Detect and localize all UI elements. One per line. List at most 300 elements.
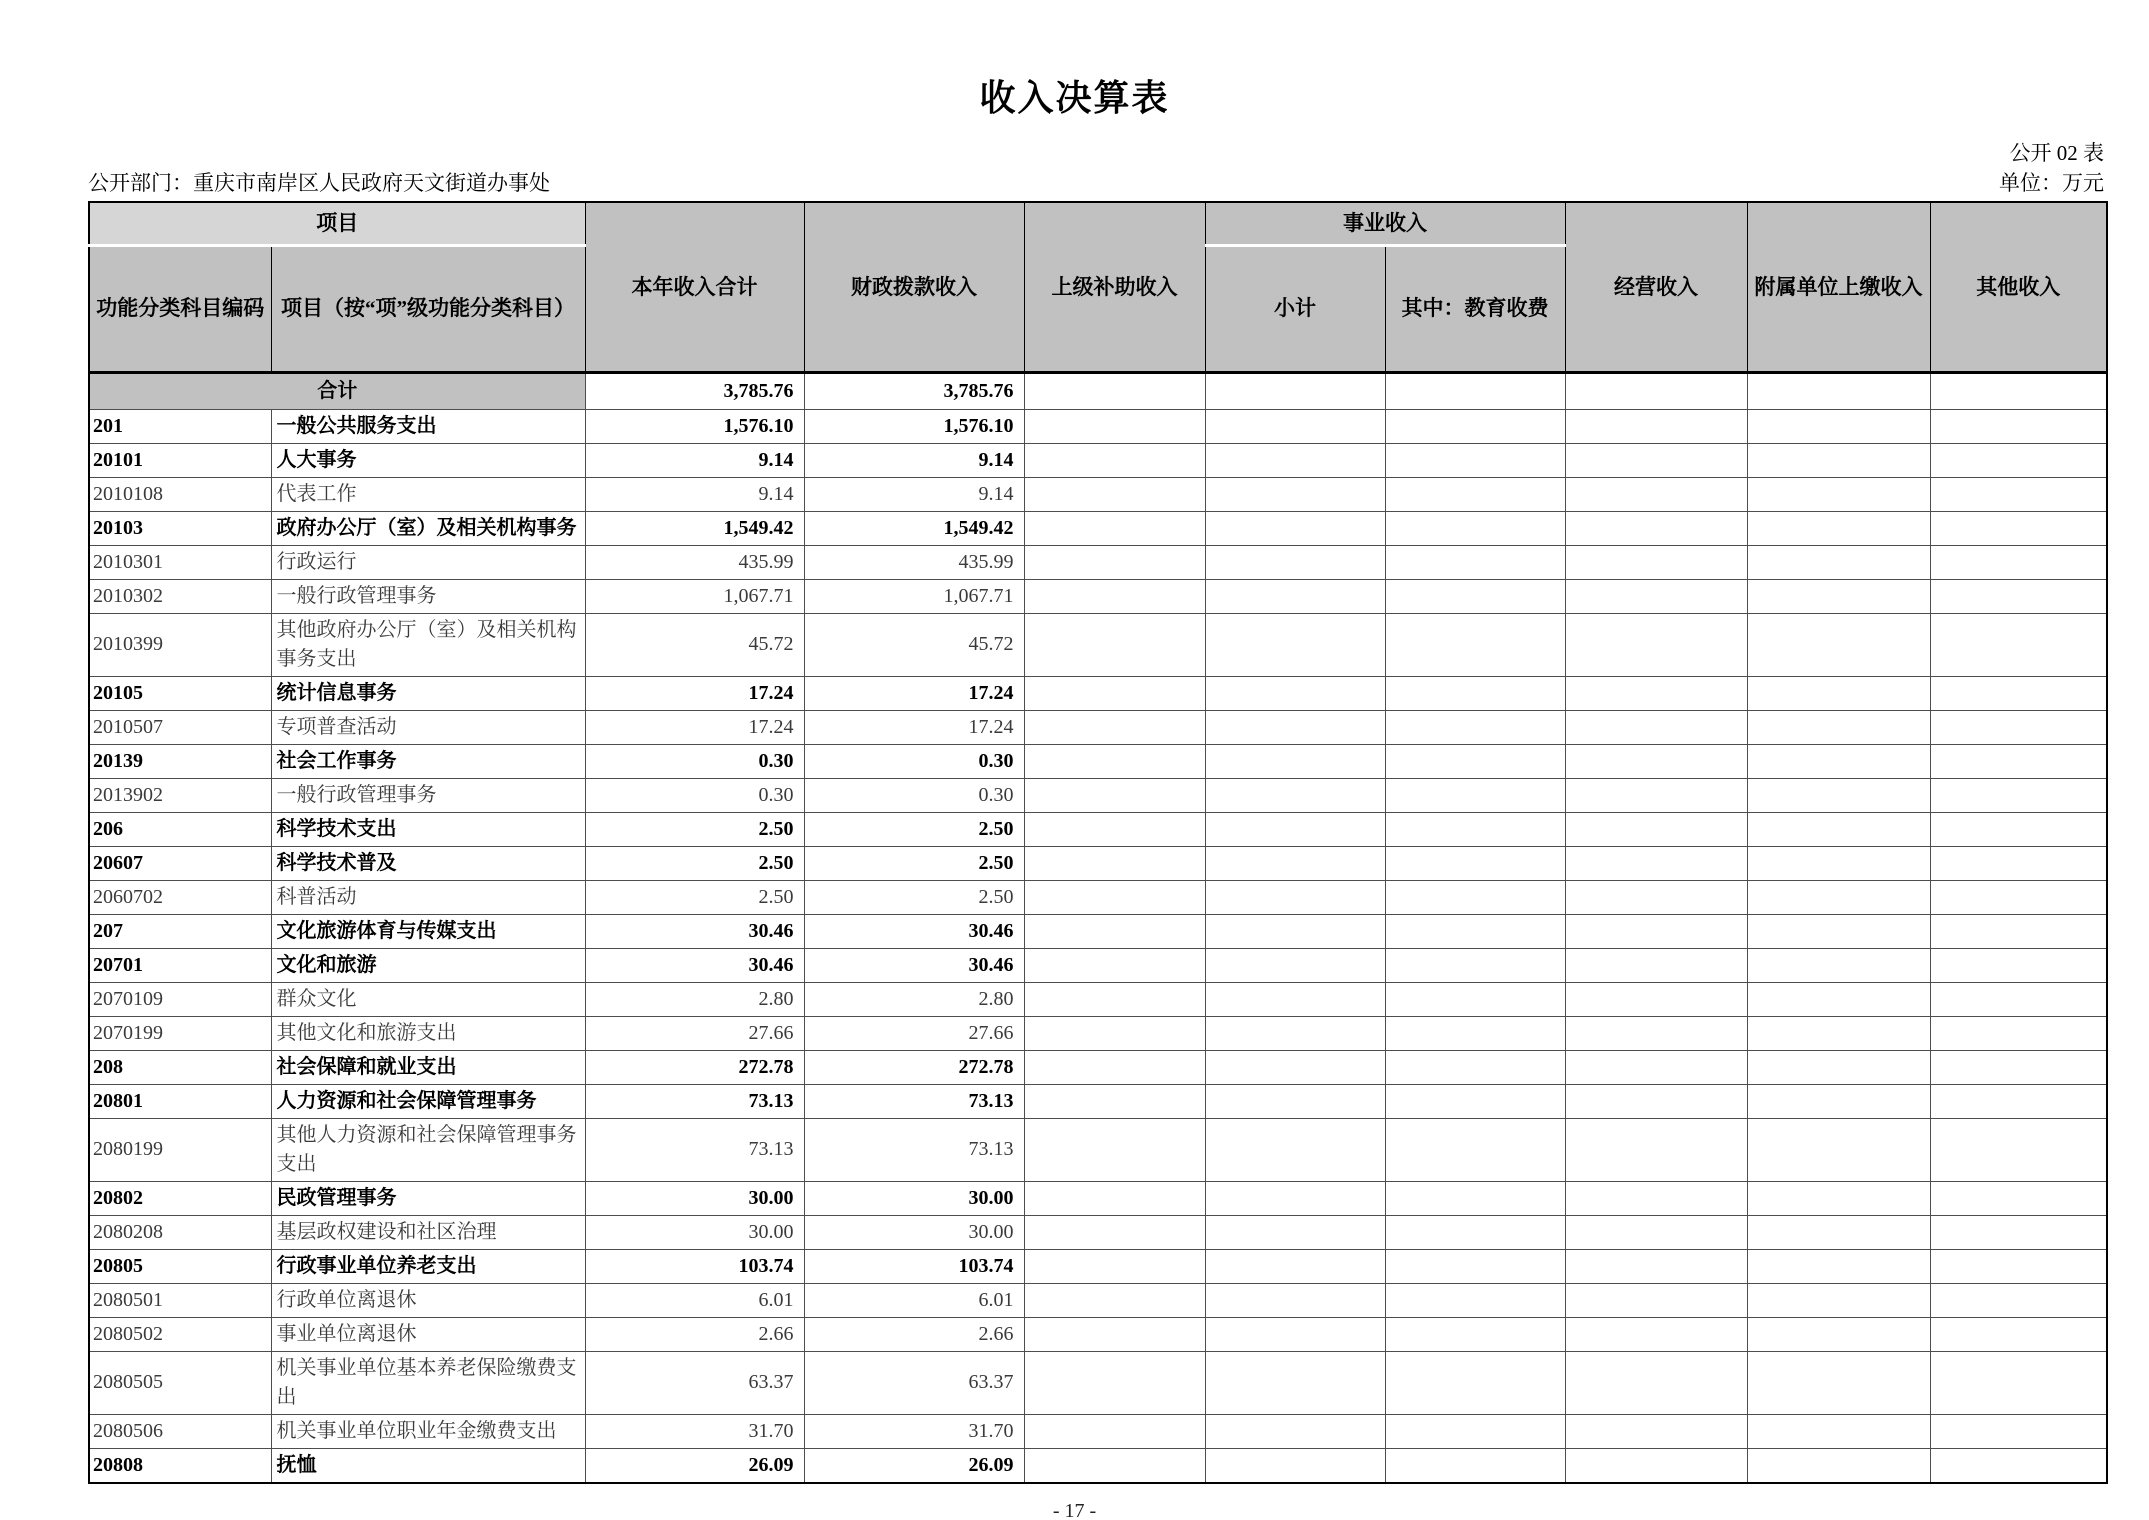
- row-operating: [1565, 1317, 1747, 1351]
- row-business-subtotal: [1205, 1448, 1385, 1483]
- header-affiliated: 附属单位上缴收入: [1747, 202, 1930, 372]
- row-business-education: [1385, 477, 1565, 511]
- row-total: 0.30: [585, 744, 804, 778]
- table-row: [89, 1283, 2107, 1317]
- table-row: [89, 778, 2107, 812]
- row-business-education: [1385, 1050, 1565, 1084]
- row-affiliated: [1747, 982, 1930, 1016]
- row-other: [1930, 1283, 2107, 1317]
- row-operating: [1565, 1283, 1747, 1317]
- unit-label: 单位：万元: [1999, 171, 2104, 195]
- row-superior: [1024, 914, 1205, 948]
- table-row: [89, 1084, 2107, 1118]
- row-operating: [1565, 1050, 1747, 1084]
- row-affiliated: [1747, 676, 1930, 710]
- row-total: 9.14: [585, 477, 804, 511]
- row-total: 27.66: [585, 1016, 804, 1050]
- row-fiscal: 30.46: [804, 914, 1024, 948]
- row-item: 基层政权建设和社区治理: [271, 1215, 585, 1249]
- row-fiscal: 17.24: [804, 710, 1024, 744]
- row-operating: [1565, 477, 1747, 511]
- row-item: 行政运行: [271, 545, 585, 579]
- row-item: 社会工作事务: [271, 744, 585, 778]
- row-business-subtotal: [1205, 846, 1385, 880]
- row-business-subtotal: [1205, 1084, 1385, 1118]
- row-business-education: [1385, 409, 1565, 443]
- row-operating: [1565, 744, 1747, 778]
- header-fiscal: 财政拨款收入: [804, 202, 1024, 372]
- header-business-group: 事业收入: [1205, 202, 1565, 245]
- row-fiscal: 1,549.42: [804, 511, 1024, 545]
- row-total: 9.14: [585, 443, 804, 477]
- row-item: 一般行政管理事务: [271, 778, 585, 812]
- row-item: 事业单位离退休: [271, 1317, 585, 1351]
- row-affiliated: [1747, 846, 1930, 880]
- row-item: 政府办公厅（室）及相关机构事务: [271, 511, 585, 545]
- row-code: 2010302: [89, 579, 271, 613]
- summary-label: 合计: [89, 372, 585, 409]
- row-item: 科学技术支出: [271, 812, 585, 846]
- row-business-subtotal: [1205, 778, 1385, 812]
- row-affiliated: [1747, 1084, 1930, 1118]
- row-item: 人大事务: [271, 443, 585, 477]
- row-business-subtotal: [1205, 409, 1385, 443]
- row-code: 2070199: [89, 1016, 271, 1050]
- table-row: [89, 982, 2107, 1016]
- row-code: 20805: [89, 1249, 271, 1283]
- row-fiscal: 2.50: [804, 846, 1024, 880]
- row-code: 2010301: [89, 545, 271, 579]
- row-other: [1930, 744, 2107, 778]
- row-item: 其他人力资源和社会保障管理事务支出: [271, 1118, 585, 1181]
- row-item: 民政管理事务: [271, 1181, 585, 1215]
- table-row: [89, 409, 2107, 443]
- row-code: 20103: [89, 511, 271, 545]
- header-operating: 经营收入: [1565, 202, 1747, 372]
- row-code: 2060702: [89, 880, 271, 914]
- row-total: 0.30: [585, 778, 804, 812]
- row-superior: [1024, 1118, 1205, 1181]
- row-item: 群众文化: [271, 982, 585, 1016]
- row-business-education: [1385, 982, 1565, 1016]
- row-code: 20607: [89, 846, 271, 880]
- row-other: [1930, 914, 2107, 948]
- row-item: 科普活动: [271, 880, 585, 914]
- row-total: 30.00: [585, 1215, 804, 1249]
- row-operating: [1565, 1414, 1747, 1448]
- row-fiscal: 27.66: [804, 1016, 1024, 1050]
- row-business-subtotal: [1205, 914, 1385, 948]
- row-fiscal: 30.00: [804, 1215, 1024, 1249]
- row-affiliated: [1747, 1351, 1930, 1414]
- row-item: 文化和旅游: [271, 948, 585, 982]
- row-affiliated: [1747, 812, 1930, 846]
- row-total: 2.66: [585, 1317, 804, 1351]
- row-other: [1930, 1351, 2107, 1414]
- table-row: [89, 1215, 2107, 1249]
- row-item: 行政事业单位养老支出: [271, 1249, 585, 1283]
- table-row: [89, 1351, 2107, 1414]
- row-total: 17.24: [585, 676, 804, 710]
- row-operating: [1565, 511, 1747, 545]
- table-row: [89, 1249, 2107, 1283]
- row-superior: [1024, 1249, 1205, 1283]
- row-other: [1930, 1084, 2107, 1118]
- table-row: [89, 443, 2107, 477]
- header-item: 项目（按“项”级功能分类科目）: [271, 245, 585, 372]
- row-total: 2.50: [585, 812, 804, 846]
- row-fiscal: 103.74: [804, 1249, 1024, 1283]
- row-other: [1930, 1016, 2107, 1050]
- row-superior: [1024, 778, 1205, 812]
- row-business-education: [1385, 778, 1565, 812]
- row-total: 2.80: [585, 982, 804, 1016]
- row-code: 2010108: [89, 477, 271, 511]
- table-row: [89, 511, 2107, 545]
- header-item-group: 项目: [89, 202, 585, 245]
- row-superior: [1024, 1084, 1205, 1118]
- row-total: 31.70: [585, 1414, 804, 1448]
- row-business-subtotal: [1205, 1317, 1385, 1351]
- row-other: [1930, 613, 2107, 676]
- table-body: [89, 372, 2107, 1483]
- row-business-education: [1385, 1249, 1565, 1283]
- row-business-education: [1385, 1181, 1565, 1215]
- row-affiliated: [1747, 1050, 1930, 1084]
- table-row: [89, 1317, 2107, 1351]
- row-affiliated: [1747, 1283, 1930, 1317]
- row-affiliated: [1747, 545, 1930, 579]
- row-superior: [1024, 545, 1205, 579]
- row-total: 73.13: [585, 1084, 804, 1118]
- row-total: 2.50: [585, 880, 804, 914]
- row-business-education: [1385, 846, 1565, 880]
- row-code: 206: [89, 812, 271, 846]
- summary-business-education: [1385, 372, 1565, 409]
- row-code: 207: [89, 914, 271, 948]
- row-fiscal: 30.46: [804, 948, 1024, 982]
- row-superior: [1024, 812, 1205, 846]
- table-row: [89, 914, 2107, 948]
- row-business-education: [1385, 948, 1565, 982]
- row-code: 2080501: [89, 1283, 271, 1317]
- row-superior: [1024, 511, 1205, 545]
- row-item: 行政单位离退休: [271, 1283, 585, 1317]
- row-code: 2080506: [89, 1414, 271, 1448]
- row-operating: [1565, 1118, 1747, 1181]
- row-total: 1,576.10: [585, 409, 804, 443]
- row-operating: [1565, 1181, 1747, 1215]
- row-affiliated: [1747, 778, 1930, 812]
- row-superior: [1024, 409, 1205, 443]
- row-total: 26.09: [585, 1448, 804, 1483]
- row-business-subtotal: [1205, 812, 1385, 846]
- row-other: [1930, 1448, 2107, 1483]
- row-other: [1930, 1414, 2107, 1448]
- row-business-subtotal: [1205, 1050, 1385, 1084]
- row-business-subtotal: [1205, 579, 1385, 613]
- row-fiscal: 73.13: [804, 1084, 1024, 1118]
- row-business-education: [1385, 511, 1565, 545]
- row-superior: [1024, 1050, 1205, 1084]
- row-operating: [1565, 710, 1747, 744]
- row-code: 20139: [89, 744, 271, 778]
- row-code: 201: [89, 409, 271, 443]
- row-business-education: [1385, 1118, 1565, 1181]
- row-fiscal: 45.72: [804, 613, 1024, 676]
- row-other: [1930, 1181, 2107, 1215]
- row-affiliated: [1747, 1448, 1930, 1483]
- row-business-education: [1385, 579, 1565, 613]
- row-operating: [1565, 914, 1747, 948]
- row-code: 20101: [89, 443, 271, 477]
- row-business-education: [1385, 1317, 1565, 1351]
- row-superior: [1024, 1448, 1205, 1483]
- summary-affiliated: [1747, 372, 1930, 409]
- row-affiliated: [1747, 914, 1930, 948]
- row-fiscal: 6.01: [804, 1283, 1024, 1317]
- row-business-subtotal: [1205, 1414, 1385, 1448]
- row-superior: [1024, 846, 1205, 880]
- table-row: [89, 676, 2107, 710]
- row-item: 其他政府办公厅（室）及相关机构事务支出: [271, 613, 585, 676]
- row-business-subtotal: [1205, 1118, 1385, 1181]
- row-business-subtotal: [1205, 613, 1385, 676]
- row-code: 2080208: [89, 1215, 271, 1249]
- row-other: [1930, 710, 2107, 744]
- row-item: 社会保障和就业支出: [271, 1050, 585, 1084]
- table-row: [89, 1118, 2107, 1181]
- page-number: - 17 -: [1052, 1499, 1097, 1520]
- table-row: [89, 710, 2107, 744]
- row-business-subtotal: [1205, 1215, 1385, 1249]
- row-total: 30.46: [585, 914, 804, 948]
- row-superior: [1024, 443, 1205, 477]
- department-label: 公开部门：重庆市南岸区人民政府天文街道办事处: [88, 171, 550, 195]
- row-item: 一般行政管理事务: [271, 579, 585, 613]
- row-operating: [1565, 880, 1747, 914]
- row-superior: [1024, 676, 1205, 710]
- row-business-education: [1385, 1414, 1565, 1448]
- row-affiliated: [1747, 1249, 1930, 1283]
- row-total: 435.99: [585, 545, 804, 579]
- row-item: 一般公共服务支出: [271, 409, 585, 443]
- row-item: 科学技术普及: [271, 846, 585, 880]
- row-code: 20701: [89, 948, 271, 982]
- row-business-education: [1385, 545, 1565, 579]
- header-superior: 上级补助收入: [1024, 202, 1205, 372]
- row-fiscal: 17.24: [804, 676, 1024, 710]
- summary-fiscal: 3,785.76: [804, 372, 1024, 409]
- table-row: [89, 1181, 2107, 1215]
- row-affiliated: [1747, 1181, 1930, 1215]
- row-operating: [1565, 545, 1747, 579]
- row-other: [1930, 778, 2107, 812]
- row-operating: [1565, 778, 1747, 812]
- table-row: [89, 846, 2107, 880]
- row-superior: [1024, 1283, 1205, 1317]
- row-superior: [1024, 1215, 1205, 1249]
- row-item: 统计信息事务: [271, 676, 585, 710]
- row-business-subtotal: [1205, 948, 1385, 982]
- row-code: 20808: [89, 1448, 271, 1483]
- row-fiscal: 2.50: [804, 812, 1024, 846]
- row-affiliated: [1747, 880, 1930, 914]
- row-business-education: [1385, 1016, 1565, 1050]
- row-business-education: [1385, 812, 1565, 846]
- row-item: 机关事业单位基本养老保险缴费支出: [271, 1351, 585, 1414]
- row-code: 2010507: [89, 710, 271, 744]
- row-other: [1930, 1249, 2107, 1283]
- row-operating: [1565, 846, 1747, 880]
- row-total: 63.37: [585, 1351, 804, 1414]
- row-total: 103.74: [585, 1249, 804, 1283]
- row-business-subtotal: [1205, 676, 1385, 710]
- row-code: 20801: [89, 1084, 271, 1118]
- row-item: 其他文化和旅游支出: [271, 1016, 585, 1050]
- row-superior: [1024, 880, 1205, 914]
- header-total: 本年收入合计: [585, 202, 804, 372]
- row-affiliated: [1747, 948, 1930, 982]
- row-business-subtotal: [1205, 744, 1385, 778]
- summary-superior: [1024, 372, 1205, 409]
- row-other: [1930, 676, 2107, 710]
- row-affiliated: [1747, 710, 1930, 744]
- row-fiscal: 1,067.71: [804, 579, 1024, 613]
- row-other: [1930, 948, 2107, 982]
- row-superior: [1024, 744, 1205, 778]
- row-other: [1930, 1215, 2107, 1249]
- row-operating: [1565, 409, 1747, 443]
- row-total: 2.50: [585, 846, 804, 880]
- row-item: 文化旅游体育与传媒支出: [271, 914, 585, 948]
- row-other: [1930, 1317, 2107, 1351]
- row-operating: [1565, 812, 1747, 846]
- row-other: [1930, 409, 2107, 443]
- row-business-education: [1385, 1351, 1565, 1414]
- row-fiscal: 435.99: [804, 545, 1024, 579]
- row-code: 2070109: [89, 982, 271, 1016]
- row-affiliated: [1747, 1118, 1930, 1181]
- row-operating: [1565, 1351, 1747, 1414]
- table-row: [89, 1050, 2107, 1084]
- row-other: [1930, 982, 2107, 1016]
- row-business-subtotal: [1205, 511, 1385, 545]
- table-header: [89, 202, 2107, 372]
- header-code: 功能分类科目编码: [89, 245, 271, 372]
- row-business-subtotal: [1205, 880, 1385, 914]
- row-business-education: [1385, 914, 1565, 948]
- row-other: [1930, 477, 2107, 511]
- row-affiliated: [1747, 477, 1930, 511]
- row-affiliated: [1747, 613, 1930, 676]
- row-operating: [1565, 443, 1747, 477]
- row-affiliated: [1747, 511, 1930, 545]
- row-business-education: [1385, 710, 1565, 744]
- row-affiliated: [1747, 1317, 1930, 1351]
- row-superior: [1024, 613, 1205, 676]
- row-business-education: [1385, 880, 1565, 914]
- summary-row: [89, 372, 2107, 409]
- table-row: [89, 613, 2107, 676]
- table-row: [89, 880, 2107, 914]
- row-superior: [1024, 1181, 1205, 1215]
- row-code: 208: [89, 1050, 271, 1084]
- row-other: [1930, 579, 2107, 613]
- row-code: 20802: [89, 1181, 271, 1215]
- row-superior: [1024, 579, 1205, 613]
- row-business-subtotal: [1205, 982, 1385, 1016]
- row-total: 73.13: [585, 1118, 804, 1181]
- header-business-education: 其中：教育收费: [1385, 245, 1565, 372]
- income-final-accounts-table: [88, 201, 2108, 1484]
- table-row: [89, 579, 2107, 613]
- row-superior: [1024, 1317, 1205, 1351]
- row-other: [1930, 1050, 2107, 1084]
- row-business-education: [1385, 1215, 1565, 1249]
- row-business-subtotal: [1205, 1181, 1385, 1215]
- row-code: 2080502: [89, 1317, 271, 1351]
- row-superior: [1024, 1351, 1205, 1414]
- row-superior: [1024, 710, 1205, 744]
- row-item: 代表工作: [271, 477, 585, 511]
- row-business-subtotal: [1205, 1351, 1385, 1414]
- row-business-education: [1385, 443, 1565, 477]
- row-business-education: [1385, 1084, 1565, 1118]
- row-superior: [1024, 1414, 1205, 1448]
- row-affiliated: [1747, 1016, 1930, 1050]
- meta-row: [88, 167, 2104, 197]
- row-other: [1930, 545, 2107, 579]
- row-total: 30.46: [585, 948, 804, 982]
- row-total: 1,067.71: [585, 579, 804, 613]
- row-item: 抚恤: [271, 1448, 585, 1483]
- row-other: [1930, 1118, 2107, 1181]
- row-affiliated: [1747, 1414, 1930, 1448]
- table-row: [89, 1448, 2107, 1483]
- row-business-subtotal: [1205, 1016, 1385, 1050]
- row-business-subtotal: [1205, 443, 1385, 477]
- row-fiscal: 26.09: [804, 1448, 1024, 1483]
- table-row: [89, 812, 2107, 846]
- row-affiliated: [1747, 409, 1930, 443]
- row-total: 6.01: [585, 1283, 804, 1317]
- row-operating: [1565, 1448, 1747, 1483]
- row-business-education: [1385, 676, 1565, 710]
- page-title: 收入决算表: [979, 78, 1170, 118]
- row-operating: [1565, 613, 1747, 676]
- row-business-subtotal: [1205, 1283, 1385, 1317]
- row-fiscal: 31.70: [804, 1414, 1024, 1448]
- row-operating: [1565, 676, 1747, 710]
- row-other: [1930, 443, 2107, 477]
- row-other: [1930, 880, 2107, 914]
- row-fiscal: 2.66: [804, 1317, 1024, 1351]
- row-other: [1930, 511, 2107, 545]
- row-fiscal: 272.78: [804, 1050, 1024, 1084]
- row-code: 2080199: [89, 1118, 271, 1181]
- row-other: [1930, 846, 2107, 880]
- table-row: [89, 744, 2107, 778]
- header-other: 其他收入: [1930, 202, 2107, 372]
- row-item: 机关事业单位职业年金缴费支出: [271, 1414, 585, 1448]
- row-operating: [1565, 948, 1747, 982]
- row-total: 45.72: [585, 613, 804, 676]
- row-business-subtotal: [1205, 545, 1385, 579]
- header-business-subtotal: 小计: [1205, 245, 1385, 372]
- summary-total: 3,785.76: [585, 372, 804, 409]
- row-affiliated: [1747, 443, 1930, 477]
